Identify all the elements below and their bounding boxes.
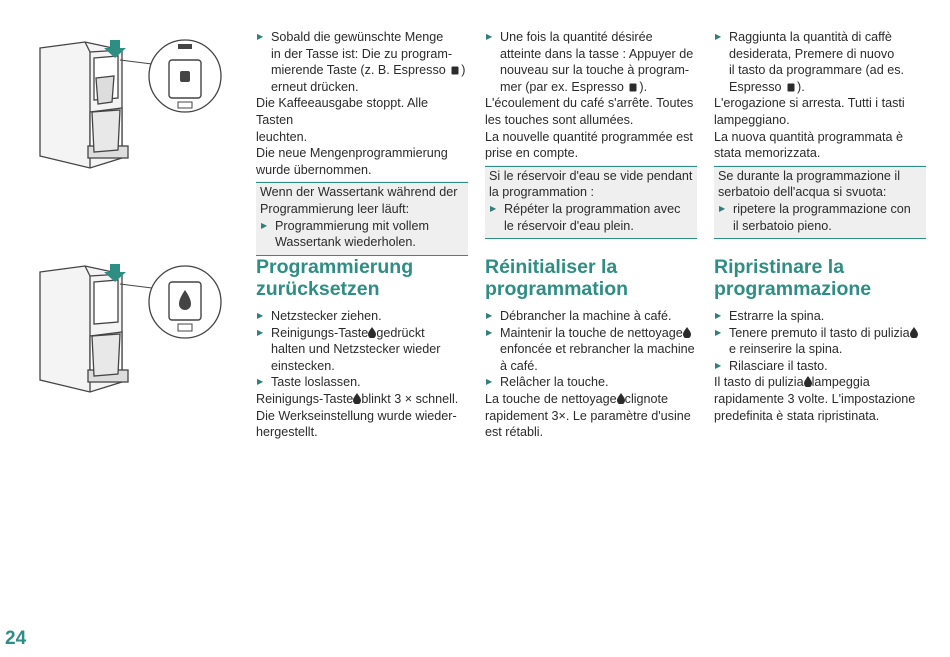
it-reset-heading: Ripristinare la programmazione bbox=[714, 256, 872, 300]
de-reset-step-3: ▶ Taste loslassen. bbox=[256, 374, 468, 391]
de-reset-section bbox=[256, 256, 468, 441]
fr-result-text: L'écoulement du café s'arrête. Toutes les touches sont allumées. La nouvelle quantité programmée est prise en compte. bbox=[485, 96, 694, 161]
fr-reset-result: La touche de nettoyage clignote rapidement 3×. Le paramètre d'usine est rétabli. bbox=[485, 391, 691, 440]
it-reset-result: Il tasto di pulizia lampeggia rapidamente 3 volte. L'impostazione predefinita è stata ripristinata. bbox=[714, 375, 916, 423]
espresso-cup-icon bbox=[451, 66, 459, 75]
de-note-box: Wenn der Wassertank während der Programmierung leer läuft: ▶ Programmierung mit vollem Wassertank wiederholen. bbox=[256, 181, 468, 255]
water-drop-icon bbox=[683, 327, 691, 338]
de-reset-step-2: ▶ Reinigungs-Taste gedrückt halten und Netzstecker wieder einstecken. bbox=[256, 325, 468, 375]
de-programming-section bbox=[256, 29, 468, 256]
water-drop-icon bbox=[910, 327, 918, 338]
it-programming-section bbox=[714, 29, 926, 239]
espresso-cup-icon bbox=[629, 83, 637, 92]
fr-programming-section bbox=[485, 29, 697, 239]
it-reset-section bbox=[714, 256, 926, 424]
it-step-press-again: ▶ Raggiunta la quantità di caffè desiderata, Premere di nuovo il tasto da programmare (ad es. Espresso ). bbox=[714, 29, 926, 95]
it-reset-step-2: ▶ Tenere premuto il tasto di pulizia e reinserire la spina. bbox=[714, 325, 926, 358]
it-note-box: Se durante la programmazione il serbatoio dell'acqua si svuota: ▶ ripetere la programmazione con il serbatoio pieno. bbox=[714, 165, 926, 239]
de-step-press-again: ▶ Sobald die gewünschte Menge in der Tasse ist: Die zu program- mierende Taste (z. B. Espresso ) erneut drücken. bbox=[256, 29, 468, 95]
coffee-machine-illustration-bottom bbox=[30, 262, 250, 422]
page-number: 24 bbox=[5, 628, 27, 649]
de-result-text: Die Kaffeeausgabe stoppt. Alle Tasten leuchten. Die neue Mengenprogrammierung wurde übernommen. bbox=[256, 96, 448, 177]
fr-reset-step-2: ▶ Maintenir la touche de nettoyage enfoncée et rebrancher la machine à café. bbox=[485, 325, 697, 375]
de-reset-heading: Programmierung zurücksetzen bbox=[256, 256, 414, 300]
water-drop-icon bbox=[617, 393, 625, 404]
de-reset-step-1: ▶ Netzstecker ziehen. bbox=[256, 308, 468, 325]
it-reset-step-1: ▶ Estrarre la spina. bbox=[714, 308, 926, 325]
coffee-machine-illustration-top bbox=[30, 38, 250, 198]
it-reset-step-3: ▶ Rilasciare il tasto. bbox=[714, 358, 926, 375]
fr-note-box: Si le réservoir d'eau se vide pendant la programmation : ▶ Répéter la programmation avec le réservoir d'eau plein. bbox=[485, 165, 697, 239]
water-drop-icon bbox=[804, 376, 812, 387]
fr-reset-section bbox=[485, 256, 697, 441]
fr-reset-step-1: ▶ Débrancher la machine à café. bbox=[485, 308, 697, 325]
it-result-text: L'erogazione si arresta. Tutti i tasti lampeggiano. La nuova quantità programmata è stata memorizzata. bbox=[714, 96, 905, 161]
fr-reset-heading: Réinitialiser la programmation bbox=[485, 256, 629, 300]
fr-reset-step-3: ▶ Relâcher la touche. bbox=[485, 374, 697, 391]
de-reset-result: Reinigungs-Taste blinkt 3 × schnell. Die Werkseinstellung wurde wieder- hergestellt. bbox=[256, 391, 459, 440]
fr-step-press-again: ▶ Une fois la quantité désirée atteinte dans la tasse : Appuyer de nouveau sur la touche à program- mer (par ex. Espresso ). bbox=[485, 29, 697, 95]
espresso-cup-icon bbox=[787, 83, 795, 92]
